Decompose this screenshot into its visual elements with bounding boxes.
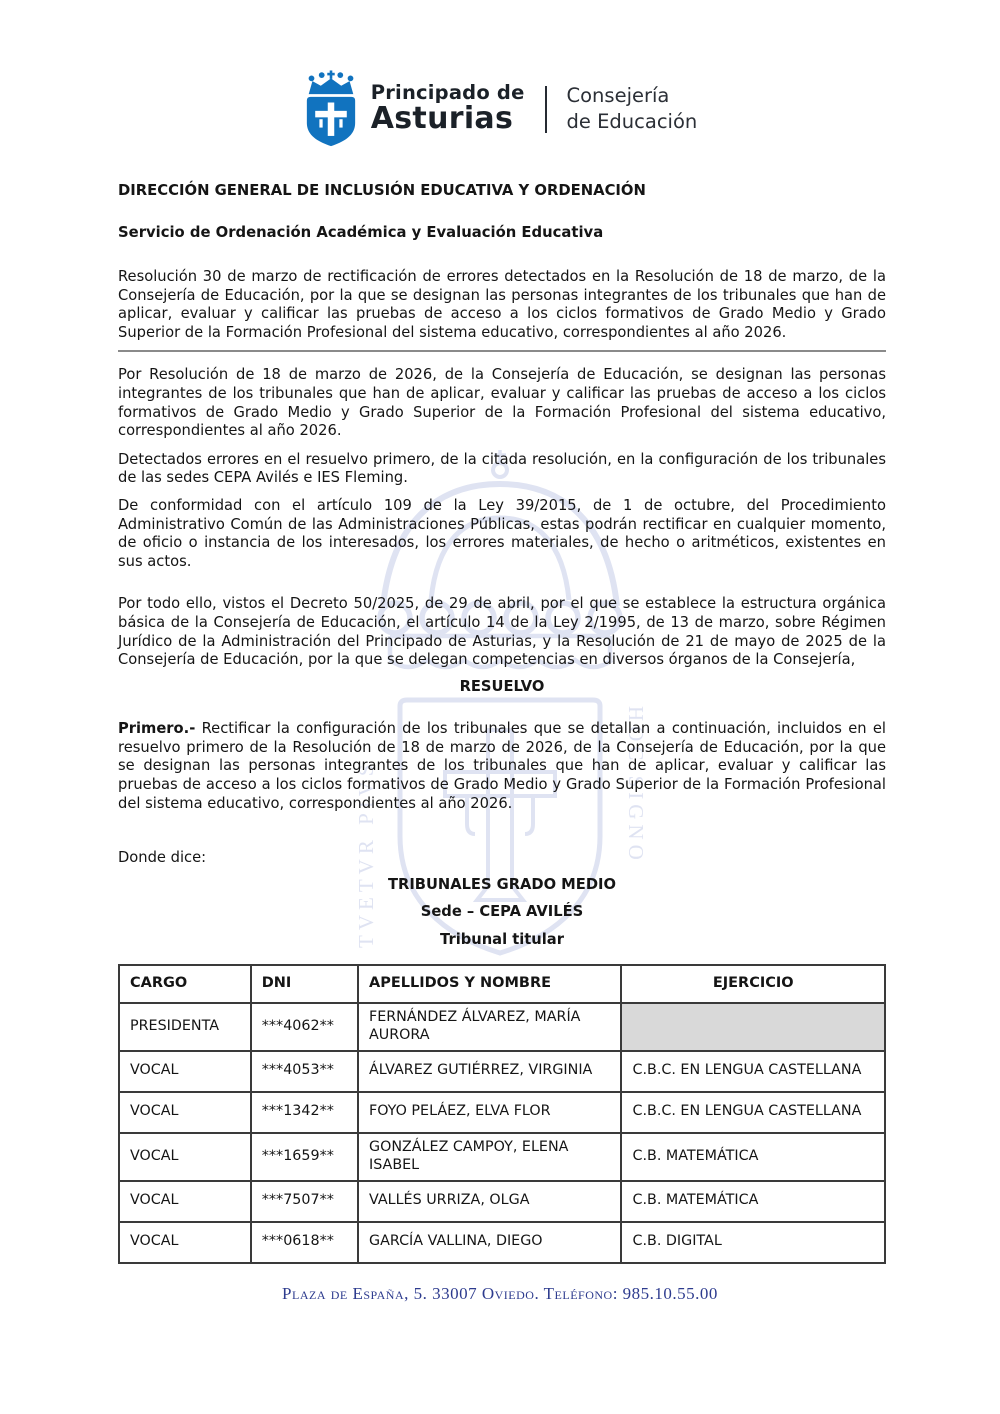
cell-dni: ***1342** <box>251 1092 358 1133</box>
cell-cargo: PRESIDENTA <box>119 1003 251 1051</box>
asturias-coat-of-arms-shield-icon <box>303 70 359 148</box>
cell-nombre: GONZÁLEZ CAMPOY, ELENA ISABEL <box>358 1133 622 1181</box>
section-title-sede: Sede – CEPA AVILÉS <box>420 903 584 921</box>
cell-cargo: VOCAL <box>119 1133 251 1181</box>
resuelvo-heading: RESUELVO <box>459 677 545 695</box>
watermark-motto-right: HOC SIGNO <box>624 706 648 865</box>
logo-org-line2: Asturias <box>370 101 514 137</box>
paragraph-por-resolucion: Por Resolución de 18 de marzo de 2026, de la Consejería de Educación, se designan las personas integrantes de los tribunales que han de aplicar, evaluar y calificar las pruebas de acceso a los ciclos formativos de Grado Medio y Grado Superior de la Formación Profesional del sistema educativo, correspondientes al año 2026. <box>118 366 886 440</box>
cell-cargo: VOCAL <box>119 1181 251 1222</box>
cell-dni: ***0618** <box>251 1222 358 1263</box>
cell-ejercicio: C.B.C. EN LENGUA CASTELLANA <box>621 1092 885 1133</box>
document-body <box>0 181 1000 1264</box>
direccion-general-title: DIRECCIÓN GENERAL DE INCLUSIÓN EDUCATIVA Y ORDENACIÓN <box>118 182 646 199</box>
table-row <box>119 1181 885 1222</box>
cell-dni: ***7507** <box>251 1181 358 1222</box>
cell-nombre: ÁLVAREZ GUTIÉRREZ, VIRGINIA <box>358 1051 622 1092</box>
table-row <box>119 1133 885 1181</box>
cell-ejercicio-empty <box>621 1003 885 1051</box>
donde-dice-label: Donde dice: <box>118 849 207 867</box>
paragraph-de-conformidad: De conformidad con el artículo 109 de la Ley 39/2015, de 1 de octubre, del Procedimiento Administrativo Común de las Administraciones Públicas, estas podrán rectificar en cualquier momento, de oficio o instancia de los interesados, los errores materiales, de hecho o aritméticos, existentes en sus actos. <box>118 496 886 570</box>
footer-address: Plaza de España, 5. 33007 Oviedo. Teléfono: 985.10.55.00 <box>282 1283 718 1303</box>
cell-ejercicio: C.B. MATEMÁTICA <box>621 1133 885 1181</box>
cell-dni: ***4062** <box>251 1003 358 1051</box>
table-row <box>119 1092 885 1133</box>
logo-divider <box>545 86 547 133</box>
logo-org-name <box>371 83 525 135</box>
table-header-row <box>119 965 885 1003</box>
cell-nombre: GARCÍA VALLINA, DIEGO <box>358 1222 622 1263</box>
cell-ejercicio: C.B. MATEMÁTICA <box>621 1181 885 1222</box>
paragraph-por-todo-ello: Por todo ello, vistos el Decreto 50/2025, de 29 de abril, por el que se establece la estructura orgánica básica de la Consejería de Educación, el artículo 14 de la Ley 2/1995, de 13 de marzo, sobre Régimen Jurídico de la Administración del Principado de Asturias, y la Resolución de 21 de mayo de 2025 de la Consejería de Educación, por la que se delegan competencias en diversos órganos de la Consejería, <box>118 595 886 669</box>
primero-label: Primero.- <box>118 720 196 738</box>
col-header-ejercicio: EJERCICIO <box>621 965 885 1003</box>
col-header-cargo: CARGO <box>119 965 251 1003</box>
resolution-summary-paragraph: Resolución 30 de marzo de rectificación de errores detectados en la Resolución de 18 de marzo, de la Consejería de Educación, por la que se designan las personas integrantes de los tribunales que han de aplicar, evaluar y calificar las pruebas de acceso a los ciclos formativos de Grado Medio y Grado Superior de la Formación Profesional del sistema educativo, correspondientes al año 2026. <box>118 268 886 341</box>
cell-dni: ***1659** <box>251 1133 358 1181</box>
cell-cargo: VOCAL <box>119 1051 251 1092</box>
tribunal-table <box>118 964 886 1264</box>
cell-ejercicio: C.B. DIGITAL <box>621 1222 885 1263</box>
header-logo <box>0 0 1000 148</box>
cell-dni: ***4053** <box>251 1051 358 1092</box>
logo-org-line1: Principado de <box>370 81 525 105</box>
section-title-titular: Tribunal titular <box>440 931 564 949</box>
table-row <box>119 1051 885 1092</box>
col-header-dni: DNI <box>251 965 358 1003</box>
cell-ejercicio: C.B.C. EN LENGUA CASTELLANA <box>621 1051 885 1092</box>
cell-nombre: FOYO PELÁEZ, ELVA FLOR <box>358 1092 622 1133</box>
servicio-subtitle: Servicio de Ordenación Académica y Evaluación Educativa <box>118 224 604 241</box>
paragraph-primero <box>118 720 886 813</box>
watermark-motto-left: TVETVR PIVS <box>354 759 378 948</box>
summary-divider-rule <box>118 350 886 352</box>
table-row <box>119 1222 885 1263</box>
cell-nombre: FERNÁNDEZ ÁLVAREZ, MARÍA AURORA <box>358 1003 622 1051</box>
logo-dept-line1: Consejería <box>566 84 670 108</box>
cell-nombre: VALLÉS URRIZA, OLGA <box>358 1181 622 1222</box>
table-row <box>119 1003 885 1051</box>
section-title-tribunales: TRIBUNALES GRADO MEDIO <box>388 875 616 893</box>
cell-cargo: VOCAL <box>119 1222 251 1263</box>
logo-department <box>567 83 698 134</box>
cell-cargo: VOCAL <box>119 1092 251 1133</box>
paragraph-detectados: Detectados errores en el resuelvo primero, de la citada resolución, en la configuración de los tribunales de las sedes CEPA Avilés e IES Fleming. <box>118 450 886 487</box>
col-header-nombre: APELLIDOS Y NOMBRE <box>358 965 622 1003</box>
logo-dept-line2: de Educación <box>566 110 698 133</box>
primero-text: Rectificar la configuración de los tribunales que se detallan a continuación, incluidos en el resuelvo primero de la Resolución de 18 de marzo de 2026, de la Consejería de Educación, por la que se designan las personas integrantes de los tribunales que han de aplicar, evaluar y calificar las pruebas de acceso a los ciclos formativos de Grado Medio y Grado Superior de la Formación Profesional del sistema educativo, correspondientes al año 2026. <box>118 720 886 812</box>
